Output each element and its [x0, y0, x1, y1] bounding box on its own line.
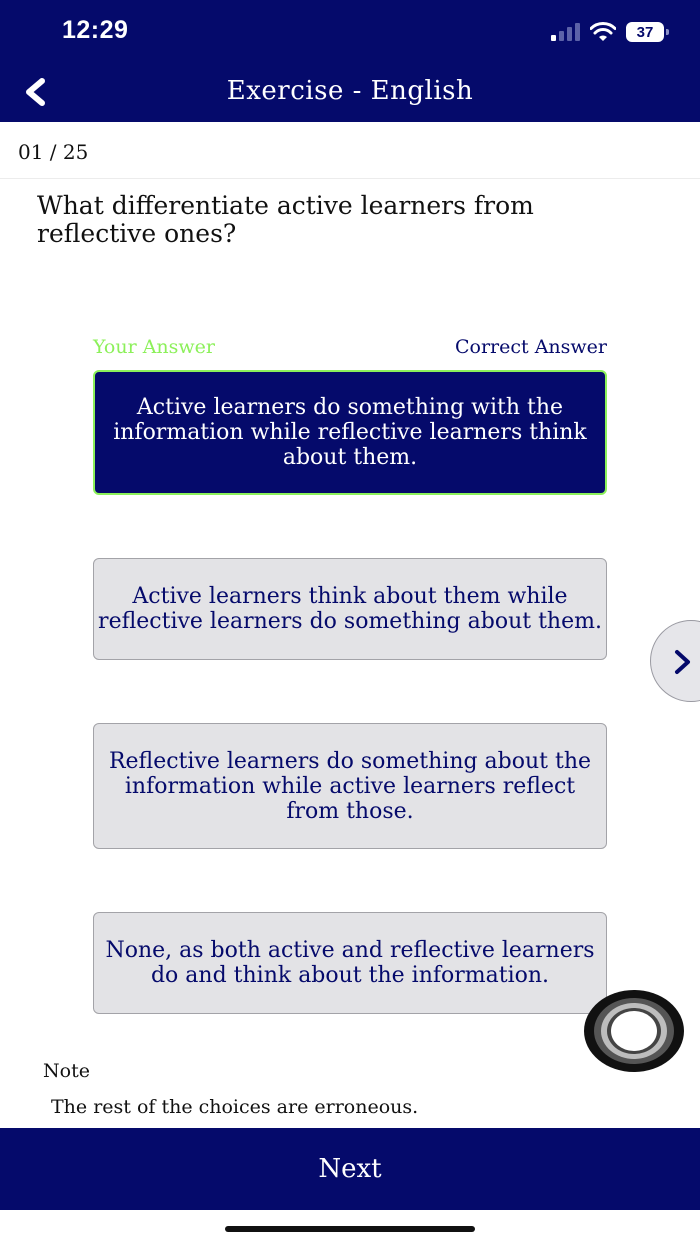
your-answer-label: Your Answer — [93, 336, 215, 358]
assistive-touch-ring — [611, 1011, 657, 1051]
header — [0, 62, 700, 122]
note-text: The rest of the choices are erroneous. — [51, 1096, 419, 1118]
answer-option-3[interactable] — [93, 723, 607, 849]
answer-option-text: Reflective learners do something about the information while active learners reflect from those. — [108, 748, 592, 824]
question-text: What differentiate active learners from reflective ones? — [37, 191, 534, 248]
answer-option-text: None, as both active and reflective learners do and think about the information. — [105, 938, 595, 988]
answer-option-4[interactable] — [93, 912, 607, 1014]
answer-legend — [93, 336, 607, 360]
battery-icon — [626, 22, 664, 42]
note-label: Note — [43, 1060, 90, 1082]
next-button-label: Next — [318, 1154, 382, 1184]
answer-option-2[interactable] — [93, 558, 607, 660]
question-progress — [0, 122, 700, 179]
question-counter: 01 / 25 — [18, 140, 89, 164]
assistive-touch-button[interactable] — [584, 990, 684, 1072]
status-icons — [550, 20, 664, 44]
status-time: 12:29 — [62, 16, 129, 44]
battery-level: 37 — [636, 23, 654, 41]
home-indicator — [225, 1226, 475, 1232]
cellular-signal-icon — [550, 23, 580, 41]
answer-option-1[interactable] — [93, 370, 607, 495]
answer-option-text: Active learners do something with the information while reflective learners think about them. — [113, 395, 587, 470]
answer-option-text: Active learners think about them while reflective learners do something about them. — [98, 584, 602, 634]
next-question-arrow-button[interactable] — [650, 620, 700, 702]
next-button[interactable] — [0, 1128, 700, 1210]
wifi-icon — [590, 22, 616, 42]
correct-answer-label: Correct Answer — [455, 336, 607, 358]
chevron-right-icon — [671, 649, 695, 675]
page-title: Exercise - English — [226, 76, 474, 106]
status-bar — [0, 0, 700, 62]
